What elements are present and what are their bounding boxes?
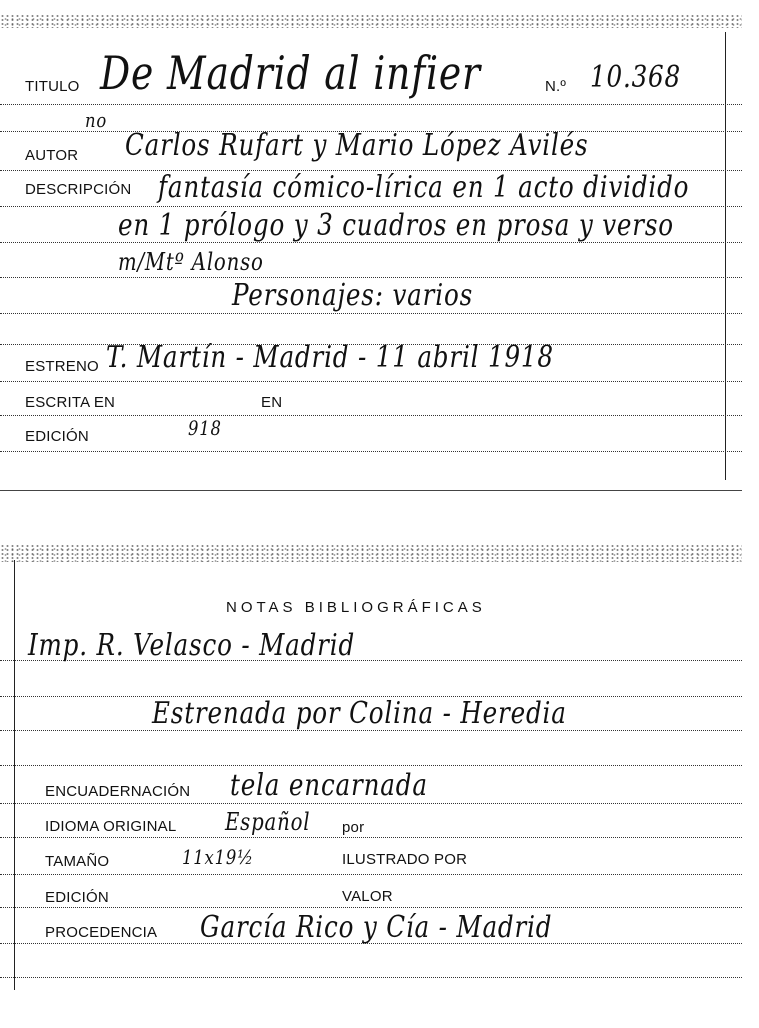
titulo-value: De Madrid al infier	[100, 46, 481, 100]
edicion-label-1: EDICIÓN	[25, 428, 89, 445]
descripcion-line-1: fantasía cómico-lírica en 1 acto dividido	[158, 170, 690, 205]
edicion-label-2: EDICIÓN	[45, 889, 109, 906]
card-2-top-edge	[0, 544, 742, 562]
idioma-value: Español	[225, 808, 311, 836]
por-label: por	[342, 819, 365, 836]
notes-line-1: Imp. R. Velasco - Madrid	[28, 628, 356, 663]
autor-value: Carlos Rufart y Mario López Avilés	[125, 128, 589, 163]
titulo-label: TITULO	[25, 78, 80, 95]
catalog-card-1	[0, 0, 742, 490]
numero-label: N.º	[545, 78, 567, 95]
card-1-top-edge	[0, 14, 742, 28]
procedencia-value: García Rico y Cía - Madrid	[200, 910, 553, 945]
notas-header: NOTAS BIBLIOGRÁFICAS	[226, 599, 486, 616]
card-1-right-edge	[725, 32, 726, 480]
idioma-label: IDIOMA ORIGINAL	[45, 818, 177, 835]
encuadernacion-label: ENCUADERNACIÓN	[45, 783, 191, 800]
descripcion-line-3: m/Mtº Alonso	[118, 248, 264, 276]
tamano-value: 11x19½	[182, 845, 254, 869]
encuadernacion-value: tela encarnada	[230, 768, 428, 803]
descripcion-label: DESCRIPCIÓN	[25, 181, 132, 198]
estreno-value: T. Martín - Madrid - 11 abril 1918	[106, 340, 554, 375]
estreno-label: ESTRENO	[25, 358, 99, 375]
card-separator	[0, 490, 742, 491]
numero-value: 10.368	[590, 60, 682, 95]
valor-label: VALOR	[342, 888, 393, 905]
card-2-left-edge	[14, 560, 15, 990]
edicion-value-1: 918	[188, 416, 222, 440]
en-label: EN	[261, 394, 283, 411]
titulo-continuation: no	[85, 108, 108, 132]
escrita-label: ESCRITA EN	[25, 394, 116, 411]
notes-line-2: Estrenada por Colina - Heredia	[152, 696, 567, 731]
catalog-card-2	[0, 540, 742, 1028]
procedencia-label: PROCEDENCIA	[45, 924, 158, 941]
descripcion-line-2: en 1 prólogo y 3 cuadros en prosa y verso	[118, 208, 674, 243]
tamano-label: TAMAÑO	[45, 853, 110, 870]
descripcion-line-4: Personajes: varios	[232, 278, 474, 313]
autor-label: AUTOR	[25, 147, 79, 164]
ilustrado-label: ILUSTRADO POR	[342, 851, 468, 868]
